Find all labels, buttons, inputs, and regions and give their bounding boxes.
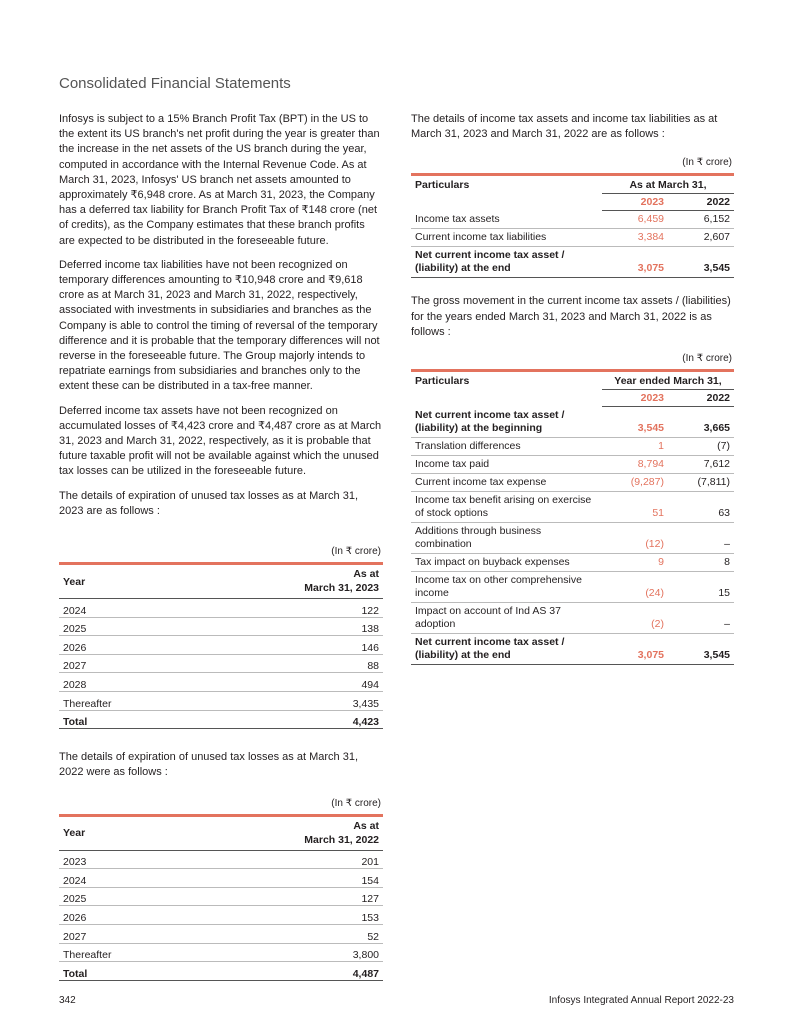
gross-movement-table xyxy=(411,369,734,665)
table-row xyxy=(411,602,734,633)
row-year: 2026 xyxy=(59,906,190,925)
row-value-2023: (2) xyxy=(602,602,668,633)
paragraph-deferred-assets: Deferred income tax assets have not been recognized on accumulated losses of ₹4,423 crore and ₹4,487 crore as at March 31, 2023 and March 31, 2022, respectively, as it is probable that future taxable profit will not be available against which the unused tax losses can be utilized in the foreseeable future. xyxy=(59,404,382,478)
paragraph-branch-profit-tax: Infosys is subject to a 15% Branch Profit Tax (BPT) in the US to the extent its US branch's net profit during the year is greater than the increase in the net assets of the US branch during the year, computed in accordance with the Internal Revenue Code. As at March 31, 2023, Infosys' US branch net assets amounted to approximately ₹6,948 crore. As at March 31, 2023, the Company has a deferred tax liability for Branch Profit Tax of ₹148 crore (net of credits), as the Company estimates that these branch profits are expected to be distributed in the foreseeable future. xyxy=(59,113,380,247)
table-row xyxy=(59,692,383,711)
row-value-2023: 8,794 xyxy=(602,455,668,473)
row-value-2023: (9,287) xyxy=(602,473,668,491)
table-row xyxy=(59,906,383,925)
row-value-2023: 51 xyxy=(602,491,668,522)
row-value-2023: 3,545 xyxy=(602,407,668,438)
column-header-2023: 2023 xyxy=(602,390,668,407)
table-row xyxy=(59,943,383,962)
row-value: 494 xyxy=(190,673,383,692)
row-label: Impact on account of Ind AS 37 adoption xyxy=(411,602,602,633)
income-tax-assets-table xyxy=(411,173,734,278)
row-value: 52 xyxy=(190,925,383,944)
row-value-2022: 2,607 xyxy=(668,229,734,247)
column-header-2022: 2022 xyxy=(668,194,734,211)
unit-note: (In ₹ crore) xyxy=(331,546,381,558)
row-value: 127 xyxy=(190,887,383,906)
row-value-2023: 3,075 xyxy=(602,633,668,664)
row-value-2022: (7,811) xyxy=(668,473,734,491)
report-title: Infosys Integrated Annual Report 2022-23 xyxy=(548,995,734,1006)
column-header-year-ended: Year ended March 31, xyxy=(602,371,734,390)
column-header-line1: As at xyxy=(353,819,379,832)
row-label: Current income tax liabilities xyxy=(411,229,602,247)
paragraph-intro-2023: The details of expiration of unused tax losses as at March 31, 2023 are as follows : xyxy=(59,489,358,517)
row-value-2022: 8 xyxy=(668,553,734,571)
table-row xyxy=(59,850,383,869)
total-value: 4,423 xyxy=(190,710,383,729)
unit-note: (In ₹ crore) xyxy=(682,353,732,365)
row-label: Income tax benefit arising on exercise of stock options xyxy=(411,491,602,522)
row-year: 2027 xyxy=(59,654,190,673)
table-row xyxy=(59,617,383,636)
row-label: Net current income tax asset / (liability) at the end xyxy=(411,247,602,278)
row-year: Thereafter xyxy=(59,692,190,711)
table-row xyxy=(411,553,734,571)
table-row xyxy=(411,473,734,491)
row-value-2023: 1 xyxy=(602,437,668,455)
row-value-2022: (7) xyxy=(668,437,734,455)
table-row xyxy=(411,522,734,553)
column-header-value xyxy=(190,815,383,850)
tax-losses-2022-table xyxy=(59,814,383,981)
row-label: Translation differences xyxy=(411,437,602,455)
row-value-2022: 15 xyxy=(668,571,734,602)
row-value-2022: 7,612 xyxy=(668,455,734,473)
row-value: 138 xyxy=(190,617,383,636)
left-column xyxy=(59,112,383,981)
row-value-2023: 3,384 xyxy=(602,229,668,247)
column-header-value xyxy=(190,564,383,599)
row-value: 154 xyxy=(190,869,383,888)
total-label: Total xyxy=(59,962,190,981)
total-value: 4,487 xyxy=(190,962,383,981)
row-value-2022: 6,152 xyxy=(668,211,734,229)
column-header-line1: As at xyxy=(353,568,379,581)
right-column xyxy=(411,112,734,665)
row-year: 2027 xyxy=(59,925,190,944)
column-header-2023: 2023 xyxy=(602,194,668,211)
column-header-particulars: Particulars xyxy=(411,371,602,390)
row-value-2023: (12) xyxy=(602,522,668,553)
column-header-line2: March 31, 2023 xyxy=(304,582,379,595)
table-row xyxy=(411,407,734,438)
row-value: 153 xyxy=(190,906,383,925)
total-row xyxy=(59,710,383,729)
table-row xyxy=(411,571,734,602)
table-row xyxy=(411,491,734,522)
table-row xyxy=(411,247,734,278)
row-label: Income tax on other comprehensive income xyxy=(411,571,602,602)
row-value-2022: 3,545 xyxy=(668,633,734,664)
row-value: 146 xyxy=(190,636,383,655)
column-header-line2: March 31, 2022 xyxy=(304,833,379,846)
row-year: 2023 xyxy=(59,850,190,869)
table-row xyxy=(59,673,383,692)
row-value-2022: – xyxy=(668,522,734,553)
row-value-2022: 3,545 xyxy=(668,247,734,278)
row-label: Income tax assets xyxy=(411,211,602,229)
column-header-year: Year xyxy=(59,815,190,850)
unit-note: (In ₹ crore) xyxy=(682,157,732,169)
row-label: Current income tax expense xyxy=(411,473,602,491)
row-value: 3,435 xyxy=(190,692,383,711)
row-year: 2025 xyxy=(59,887,190,906)
table-row xyxy=(411,455,734,473)
table-row xyxy=(59,869,383,888)
table-row xyxy=(59,925,383,944)
table-row xyxy=(411,437,734,455)
table-row xyxy=(59,599,383,618)
row-value: 122 xyxy=(190,599,383,618)
row-year: 2024 xyxy=(59,869,190,888)
row-value-2022: – xyxy=(668,602,734,633)
column-header-as-at: As at March 31, xyxy=(602,175,734,194)
table-row xyxy=(411,633,734,664)
table-row xyxy=(59,887,383,906)
row-value: 3,800 xyxy=(190,943,383,962)
section-title: Consolidated Financial Statements xyxy=(59,75,291,92)
row-value: 201 xyxy=(190,850,383,869)
row-label: Net current income tax asset / (liability) at the beginning xyxy=(411,407,602,438)
row-label: Income tax paid xyxy=(411,455,602,473)
row-value-2022: 3,665 xyxy=(668,407,734,438)
table-row xyxy=(59,654,383,673)
row-year: 2024 xyxy=(59,599,190,618)
paragraph-income-tax-assets-intro: The details of income tax assets and income tax liabilities as at March 31, 2023 and March 31, 2022 are as follows : xyxy=(411,113,718,141)
row-year: 2028 xyxy=(59,673,190,692)
column-header-particulars: Particulars xyxy=(411,175,602,194)
table-row xyxy=(59,636,383,655)
total-label: Total xyxy=(59,710,190,729)
row-label: Additions through business combination xyxy=(411,522,602,553)
column-header-year: Year xyxy=(59,564,190,599)
tax-losses-2023-table xyxy=(59,562,383,729)
row-year: Thereafter xyxy=(59,943,190,962)
row-value-2023: 6,459 xyxy=(602,211,668,229)
row-value: 88 xyxy=(190,654,383,673)
row-value-2023: (24) xyxy=(602,571,668,602)
row-value-2023: 9 xyxy=(602,553,668,571)
column-header-2022: 2022 xyxy=(668,390,734,407)
row-label: Net current income tax asset / (liability) at the end xyxy=(411,633,602,664)
total-row xyxy=(59,962,383,981)
unit-note: (In ₹ crore) xyxy=(331,797,381,809)
row-value-2023: 3,075 xyxy=(602,247,668,278)
paragraph-deferred-liabilities: Deferred income tax liabilities have not been recognized on temporary differences amounting to ₹10,948 crore and ₹9,618 crore as at March 31, 2023 and March 31, 2022, respectively, associated with investments in subsidiaries and branches as the Company is able to control the timing of reversal of the temporary difference and it is probable that the temporary differences will not reverse in the foreseeable future. The Group majorly intends to repatriate earnings from subsidiaries and branches only to the extent these can be distributed in a tax-free manner. xyxy=(59,258,380,393)
row-value-2022: 63 xyxy=(668,491,734,522)
paragraph-intro-2022: The details of expiration of unused tax losses as at March 31, 2022 were as follows : xyxy=(59,751,358,779)
row-year: 2026 xyxy=(59,636,190,655)
table-row xyxy=(411,229,734,247)
row-year: 2025 xyxy=(59,617,190,636)
paragraph-gross-movement-intro: The gross movement in the current income tax assets / (liabilities) for the years ended March 31, 2023 and March 31, 2022 is as follows : xyxy=(411,295,731,338)
row-label: Tax impact on buyback expenses xyxy=(411,553,602,571)
table-row xyxy=(411,211,734,229)
page-number: 342 xyxy=(59,995,76,1006)
